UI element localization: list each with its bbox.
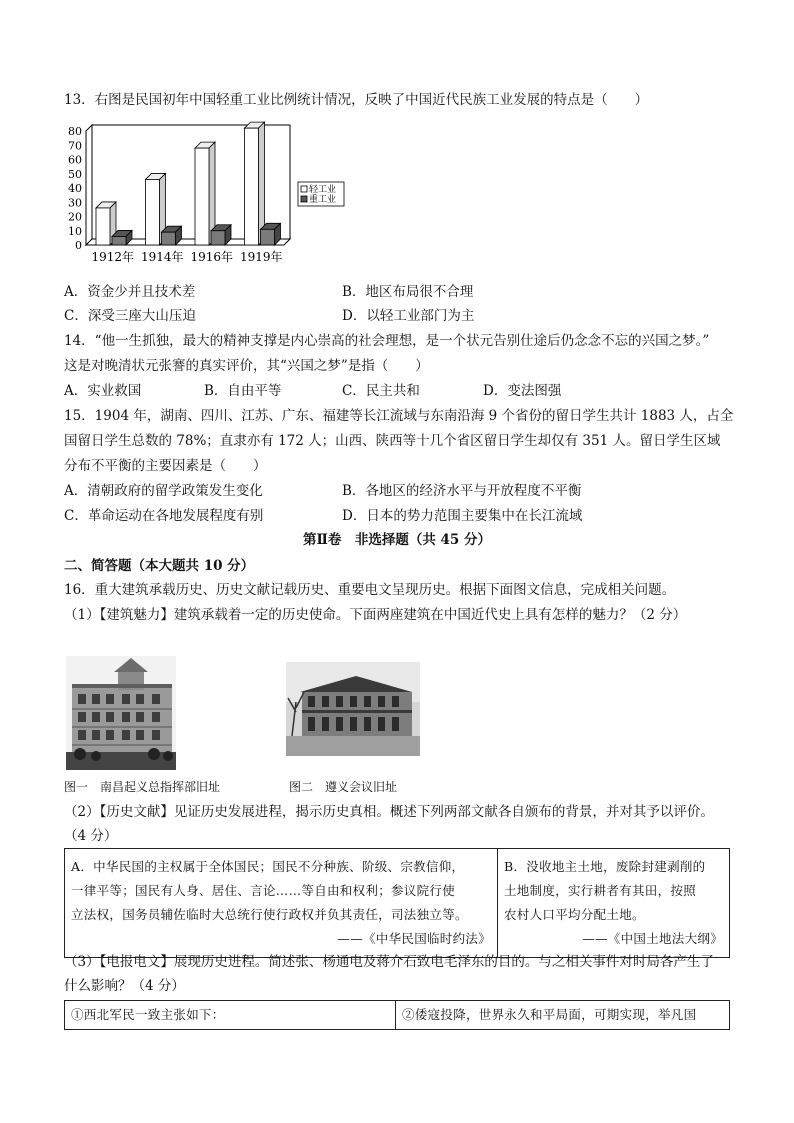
q15-stem-line1: 15．1904 年，湖南、四川、江苏、广东、福建等长江流域与东南沿海 9 个省份的留日学生共计 1883 人，占全 bbox=[64, 408, 734, 424]
q15-option-b: B．各地区的经济水平与开放程度不平衡 bbox=[342, 483, 582, 499]
photo1-caption: 图一 南昌起义总指挥部旧址 bbox=[64, 780, 221, 794]
y-tick-label: 30 bbox=[68, 196, 82, 210]
q15-stem-line3: 分布不平衡的主要因素是（ ） bbox=[64, 458, 267, 474]
q16-stem: 16．重大建筑承载历史、历史文献记载历史、重要电文呈现历史。根据下面图文信息，完成相关问题。 bbox=[64, 582, 676, 598]
telegram-1-cell bbox=[65, 1001, 396, 1030]
nanchang-building-photo bbox=[66, 656, 176, 770]
q13-stem: 13．右图是民国初年中国轻重工业比例统计情况，反映了中国近代民族工业发展的特点是（ ） bbox=[64, 92, 649, 108]
q15-option-c: C．革命运动在各地发展程度有别 bbox=[64, 508, 264, 524]
section2-heading: 二、简答题（本大题共 10 分） bbox=[64, 558, 255, 574]
bar-heavy-industry bbox=[162, 232, 176, 245]
q15-option-d: D．日本的势力范围主要集中在长江流域 bbox=[342, 508, 583, 524]
bar-light-industry bbox=[146, 179, 160, 245]
y-tick-label: 50 bbox=[68, 167, 82, 181]
doc-b-line2: 土地制度，实行耕者有其田，按照 bbox=[504, 883, 697, 898]
bar-light-industry bbox=[245, 128, 259, 245]
telegram-1-text: ①西北军民一致主张如下： bbox=[71, 1007, 225, 1022]
q14-option-a: A．实业救国 bbox=[64, 383, 142, 399]
doc-a-line1: A．中华民国的主权属于全体国民；国民不分种族、阶级、宗教信仰， bbox=[71, 859, 465, 874]
q14-option-b: B．自由平等 bbox=[204, 383, 282, 399]
bar-heavy-industry bbox=[261, 229, 275, 245]
industry-bar-chart bbox=[58, 118, 358, 274]
part2-title: 第Ⅱ卷 非选择题（共 45 分） bbox=[302, 532, 492, 548]
q13-option-c: C．深受三座大山压迫 bbox=[64, 308, 196, 324]
telegram-2-text: ②倭寇投降，世界永久和平局面，可期实现，举凡国 bbox=[402, 1007, 697, 1022]
q14-stem-line1: 14．“他一生抓独，最大的精神支撑是内心崇高的社会理想，是一个状元告别仕途后仍念念不忘的兴国之梦。” bbox=[64, 333, 710, 349]
doc-a-line2: 一律平等；国民有人身、居住、言论……等自由和权利；参议院行使 bbox=[71, 883, 456, 898]
y-tick-label: 0 bbox=[75, 239, 82, 252]
y-tick-label: 10 bbox=[68, 224, 82, 238]
q16-part2-line1: （2）【历史文献】见证历史发展进程，揭示历史真相。概述下列两部文献各自颁布的背景，并对其予以评价。 bbox=[64, 804, 714, 820]
legend-label: 轻工业 bbox=[309, 185, 337, 195]
y-tick-label: 60 bbox=[68, 153, 82, 167]
q13-option-b: B．地区布局很不合理 bbox=[342, 284, 474, 300]
q16-part1: （1）【建筑魅力】建筑承载着一定的历史使命。下面两座建筑在中国近代史上具有怎样的魅力？（2 分） bbox=[64, 607, 687, 623]
document-b-cell bbox=[498, 849, 730, 958]
q15-stem-line2: 国留日学生总数的 78%；直隶亦有 172 人；山西、陕西等十几个省区留日学生却仅有 351 人。留日学生区域 bbox=[64, 433, 721, 449]
zunyi-building-photo bbox=[286, 662, 420, 756]
x-tick-label: 1916年 bbox=[190, 250, 234, 264]
x-tick-label: 1919年 bbox=[239, 250, 283, 264]
q14-stem-line2: 这是对晚清状元张謇的真实评价，其“兴国之梦”是指（ ） bbox=[64, 358, 429, 374]
doc-b-line1: B．没收地主土地，废除封建剥削的 bbox=[504, 859, 706, 874]
doc-a-line3: 立法权，国务员辅佐临时大总统行使行政权并负其责任，司法独立等。 bbox=[71, 907, 468, 922]
x-tick-label: 1912年 bbox=[91, 250, 135, 264]
q15-option-a: A．清朝政府的留学政策发生变化 bbox=[64, 483, 263, 499]
y-tick-label: 70 bbox=[68, 139, 82, 153]
doc-b-source: ——《中国土地法大纲》 bbox=[582, 931, 723, 946]
photo2-caption: 图二 遵义会议旧址 bbox=[289, 780, 398, 794]
bar-heavy-industry bbox=[211, 231, 225, 245]
legend-label: 重工业 bbox=[309, 195, 337, 205]
q14-option-d: D．变法图强 bbox=[483, 383, 562, 399]
documents-table bbox=[64, 848, 730, 958]
x-tick-label: 1914年 bbox=[140, 250, 184, 264]
y-tick-label: 40 bbox=[68, 182, 82, 195]
telegram-table bbox=[64, 1000, 730, 1030]
bar-light-industry bbox=[195, 148, 209, 245]
q13-option-d: D．以轻工业部门为主 bbox=[342, 308, 475, 324]
q14-option-c: C．民主共和 bbox=[342, 383, 420, 399]
bar-heavy-industry bbox=[112, 236, 126, 245]
legend-swatch bbox=[301, 196, 307, 202]
telegram-2-cell bbox=[396, 1001, 730, 1030]
y-tick-label: 80 bbox=[68, 125, 82, 138]
doc-b-line3: 农村人口平均分配土地。 bbox=[504, 907, 645, 922]
q16-part3-line2: 什么影响？（4 分） bbox=[64, 978, 185, 994]
y-tick-label: 20 bbox=[68, 210, 82, 224]
bar-light-industry bbox=[96, 208, 110, 245]
doc-a-source: ——《中华民国临时约法》 bbox=[337, 931, 491, 946]
q13-option-a: A．资金少并且技术差 bbox=[64, 284, 196, 300]
q16-part2-line2: （4 分） bbox=[64, 828, 118, 844]
legend-swatch bbox=[301, 186, 307, 192]
q16-part3-line1: （3）【电报电文】展现历史进程。简述张、杨通电及蒋介石致电毛泽东的目的。与之相关事件对时局各产生了 bbox=[64, 954, 714, 970]
chart-side-wall bbox=[86, 125, 92, 245]
document-a-cell bbox=[65, 849, 498, 958]
